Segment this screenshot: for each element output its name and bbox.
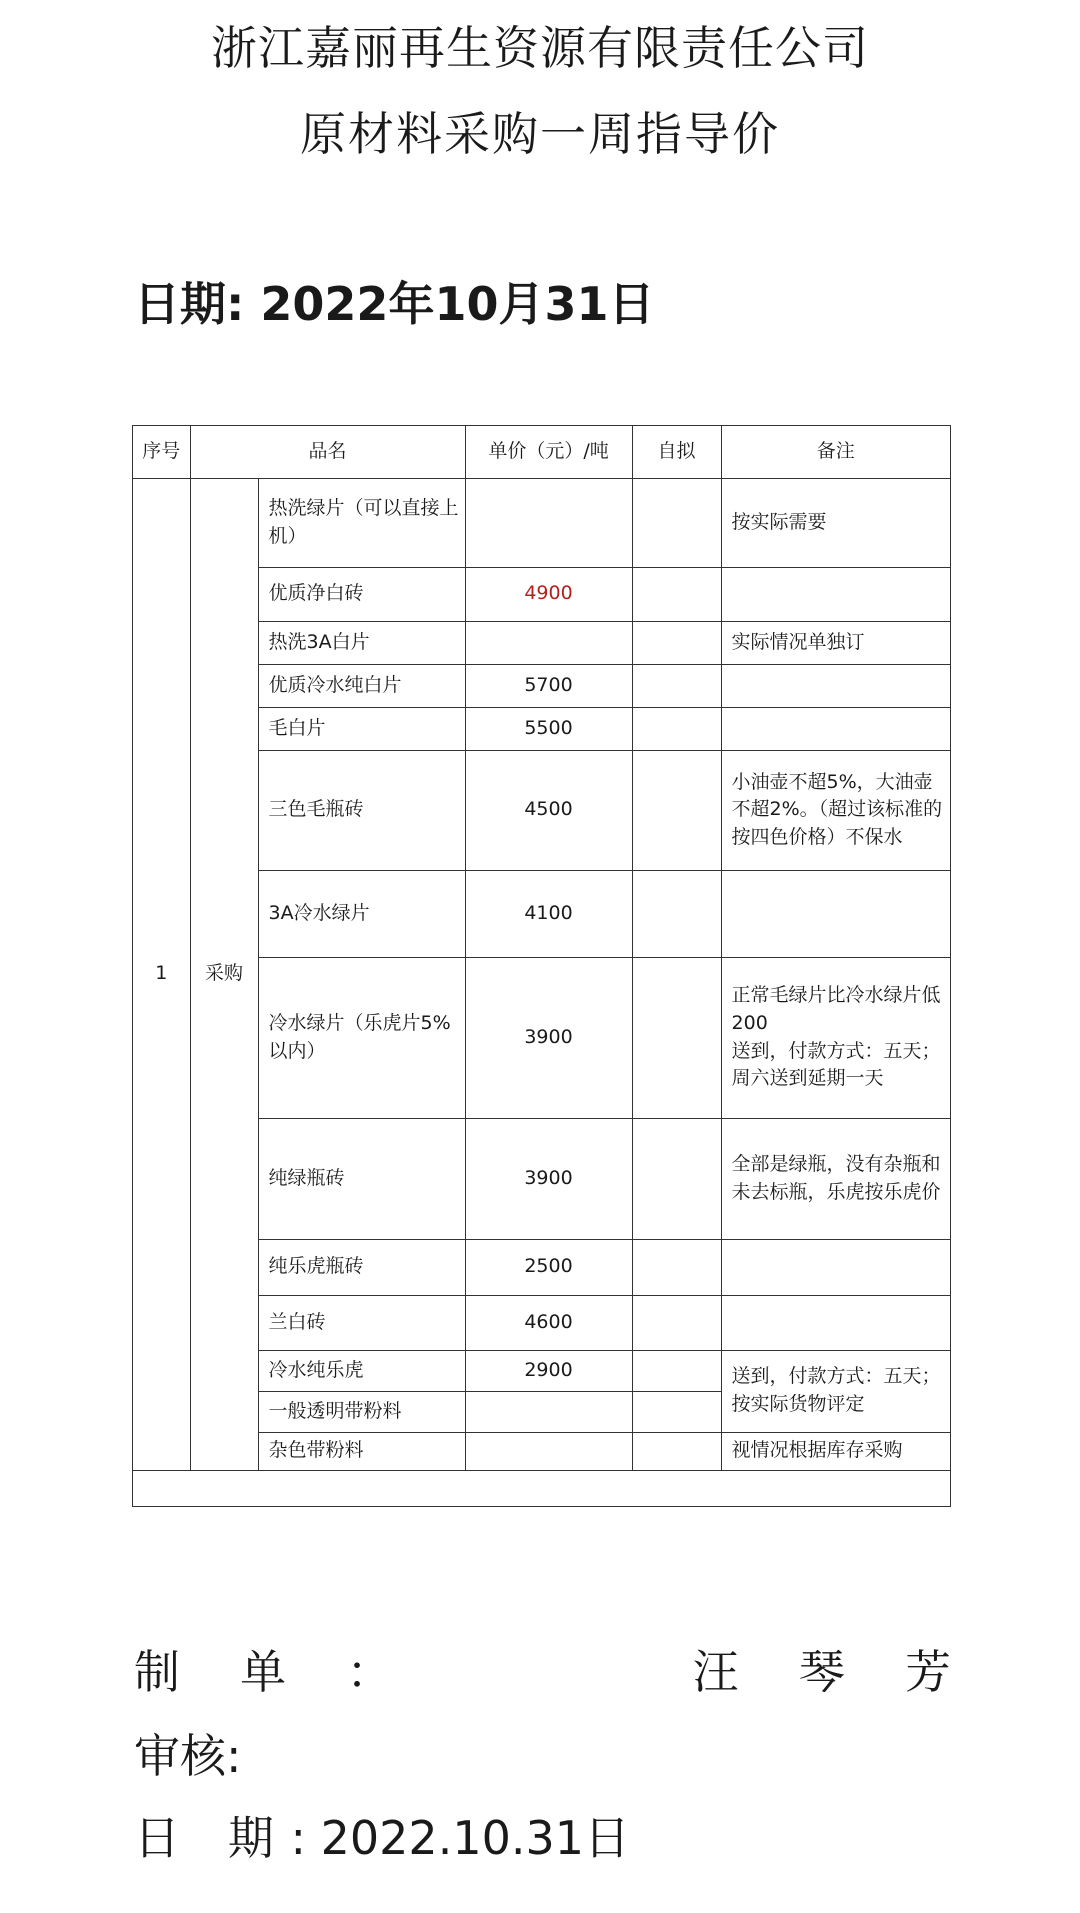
item-note: 视情况根据库存采购 <box>721 1432 950 1470</box>
item-price: 5500 <box>465 707 632 750</box>
item-self <box>632 750 721 870</box>
item-self <box>632 478 721 567</box>
item-price: 2900 <box>465 1350 632 1391</box>
item-name: 杂色带粉料 <box>258 1432 465 1470</box>
item-self <box>632 1350 721 1391</box>
item-name: 热洗3A白片 <box>258 621 465 664</box>
maker-name: 汪琴芳 <box>632 1645 952 1699</box>
item-note: 小油壶不超5%，大油壶不超2%。（超过该标准的按四色价格）不保水 <box>721 750 950 870</box>
item-name: 优质冷水纯白片 <box>258 664 465 707</box>
item-name: 兰白砖 <box>258 1295 465 1350</box>
item-name: 优质净白砖 <box>258 567 465 621</box>
item-name: 一般透明带粉料 <box>258 1391 465 1432</box>
item-name: 3A冷水绿片 <box>258 870 465 957</box>
item-name: 热洗绿片（可以直接上机） <box>258 478 465 567</box>
document-subtitle: 原材料采购一周指导价 <box>300 107 780 161</box>
item-self <box>632 870 721 957</box>
item-price: 5700 <box>465 664 632 707</box>
item-price <box>465 478 632 567</box>
company-title: 浙江嘉丽再生资源有限责任公司 <box>211 21 869 75</box>
item-price: 4600 <box>465 1295 632 1350</box>
row-index: 1 <box>133 478 190 1470</box>
date-value: 2022.10.31日 <box>320 1811 631 1865</box>
item-note: 按实际需要 <box>721 478 950 567</box>
item-price <box>465 1391 632 1432</box>
item-self <box>632 1295 721 1350</box>
item-name: 纯乐虎瓶砖 <box>258 1239 465 1295</box>
item-self <box>632 1432 721 1470</box>
table-header-row <box>133 426 950 478</box>
item-price: 2500 <box>465 1239 632 1295</box>
header-price: 单价（元）/吨 <box>465 426 632 478</box>
item-self <box>632 707 721 750</box>
item-note <box>721 567 950 621</box>
reviewer-label: 审核: <box>134 1729 242 1783</box>
item-note <box>721 870 950 957</box>
item-note <box>721 664 950 707</box>
date-label: 日 期: <box>134 1811 306 1865</box>
item-name: 冷水纯乐虎 <box>258 1350 465 1391</box>
item-note: 全部是绿瓶，没有杂瓶和未去标瓶，乐虎按乐虎价 <box>721 1118 950 1239</box>
item-self <box>632 1118 721 1239</box>
item-price <box>465 621 632 664</box>
document-date: 日期: 2022年10月31日 <box>134 277 655 331</box>
item-note <box>721 707 950 750</box>
item-note-line: 正常毛绿片比冷水绿片低200 <box>731 984 941 1034</box>
item-self <box>632 957 721 1118</box>
header-note: 备注 <box>721 426 950 478</box>
item-name: 毛白片 <box>258 707 465 750</box>
item-price <box>465 1432 632 1470</box>
row-category: 采购 <box>190 478 258 1470</box>
item-name: 冷水绿片（乐虎片5%以内） <box>258 957 465 1118</box>
item-self <box>632 621 721 664</box>
item-price: 4900 <box>465 567 632 621</box>
table-row <box>133 478 950 567</box>
item-note: 送到，付款方式：五天；按实际货物评定 <box>721 1350 950 1432</box>
item-name: 三色毛瓶砖 <box>258 750 465 870</box>
item-self <box>632 567 721 621</box>
signature-date <box>134 1802 630 1868</box>
item-self <box>632 1239 721 1295</box>
item-self <box>632 664 721 707</box>
item-note <box>721 1295 950 1350</box>
signature-maker <box>134 1636 951 1702</box>
price-table <box>132 425 951 1507</box>
item-note-line: 送到，付款方式：五天；周六送到延期一天 <box>731 1039 941 1090</box>
item-price: 3900 <box>465 1118 632 1239</box>
maker-label: 制单： <box>134 1645 453 1699</box>
header-index: 序号 <box>133 426 190 478</box>
item-price: 4500 <box>465 750 632 870</box>
item-note <box>721 1239 950 1295</box>
item-self <box>632 1391 721 1432</box>
item-note <box>721 957 950 1118</box>
item-price: 3900 <box>465 957 632 1118</box>
header-self: 自拟 <box>632 426 721 478</box>
item-price: 4100 <box>465 870 632 957</box>
item-name: 纯绿瓶砖 <box>258 1118 465 1239</box>
item-note: 实际情况单独订 <box>721 621 950 664</box>
header-name: 品名 <box>190 426 465 478</box>
